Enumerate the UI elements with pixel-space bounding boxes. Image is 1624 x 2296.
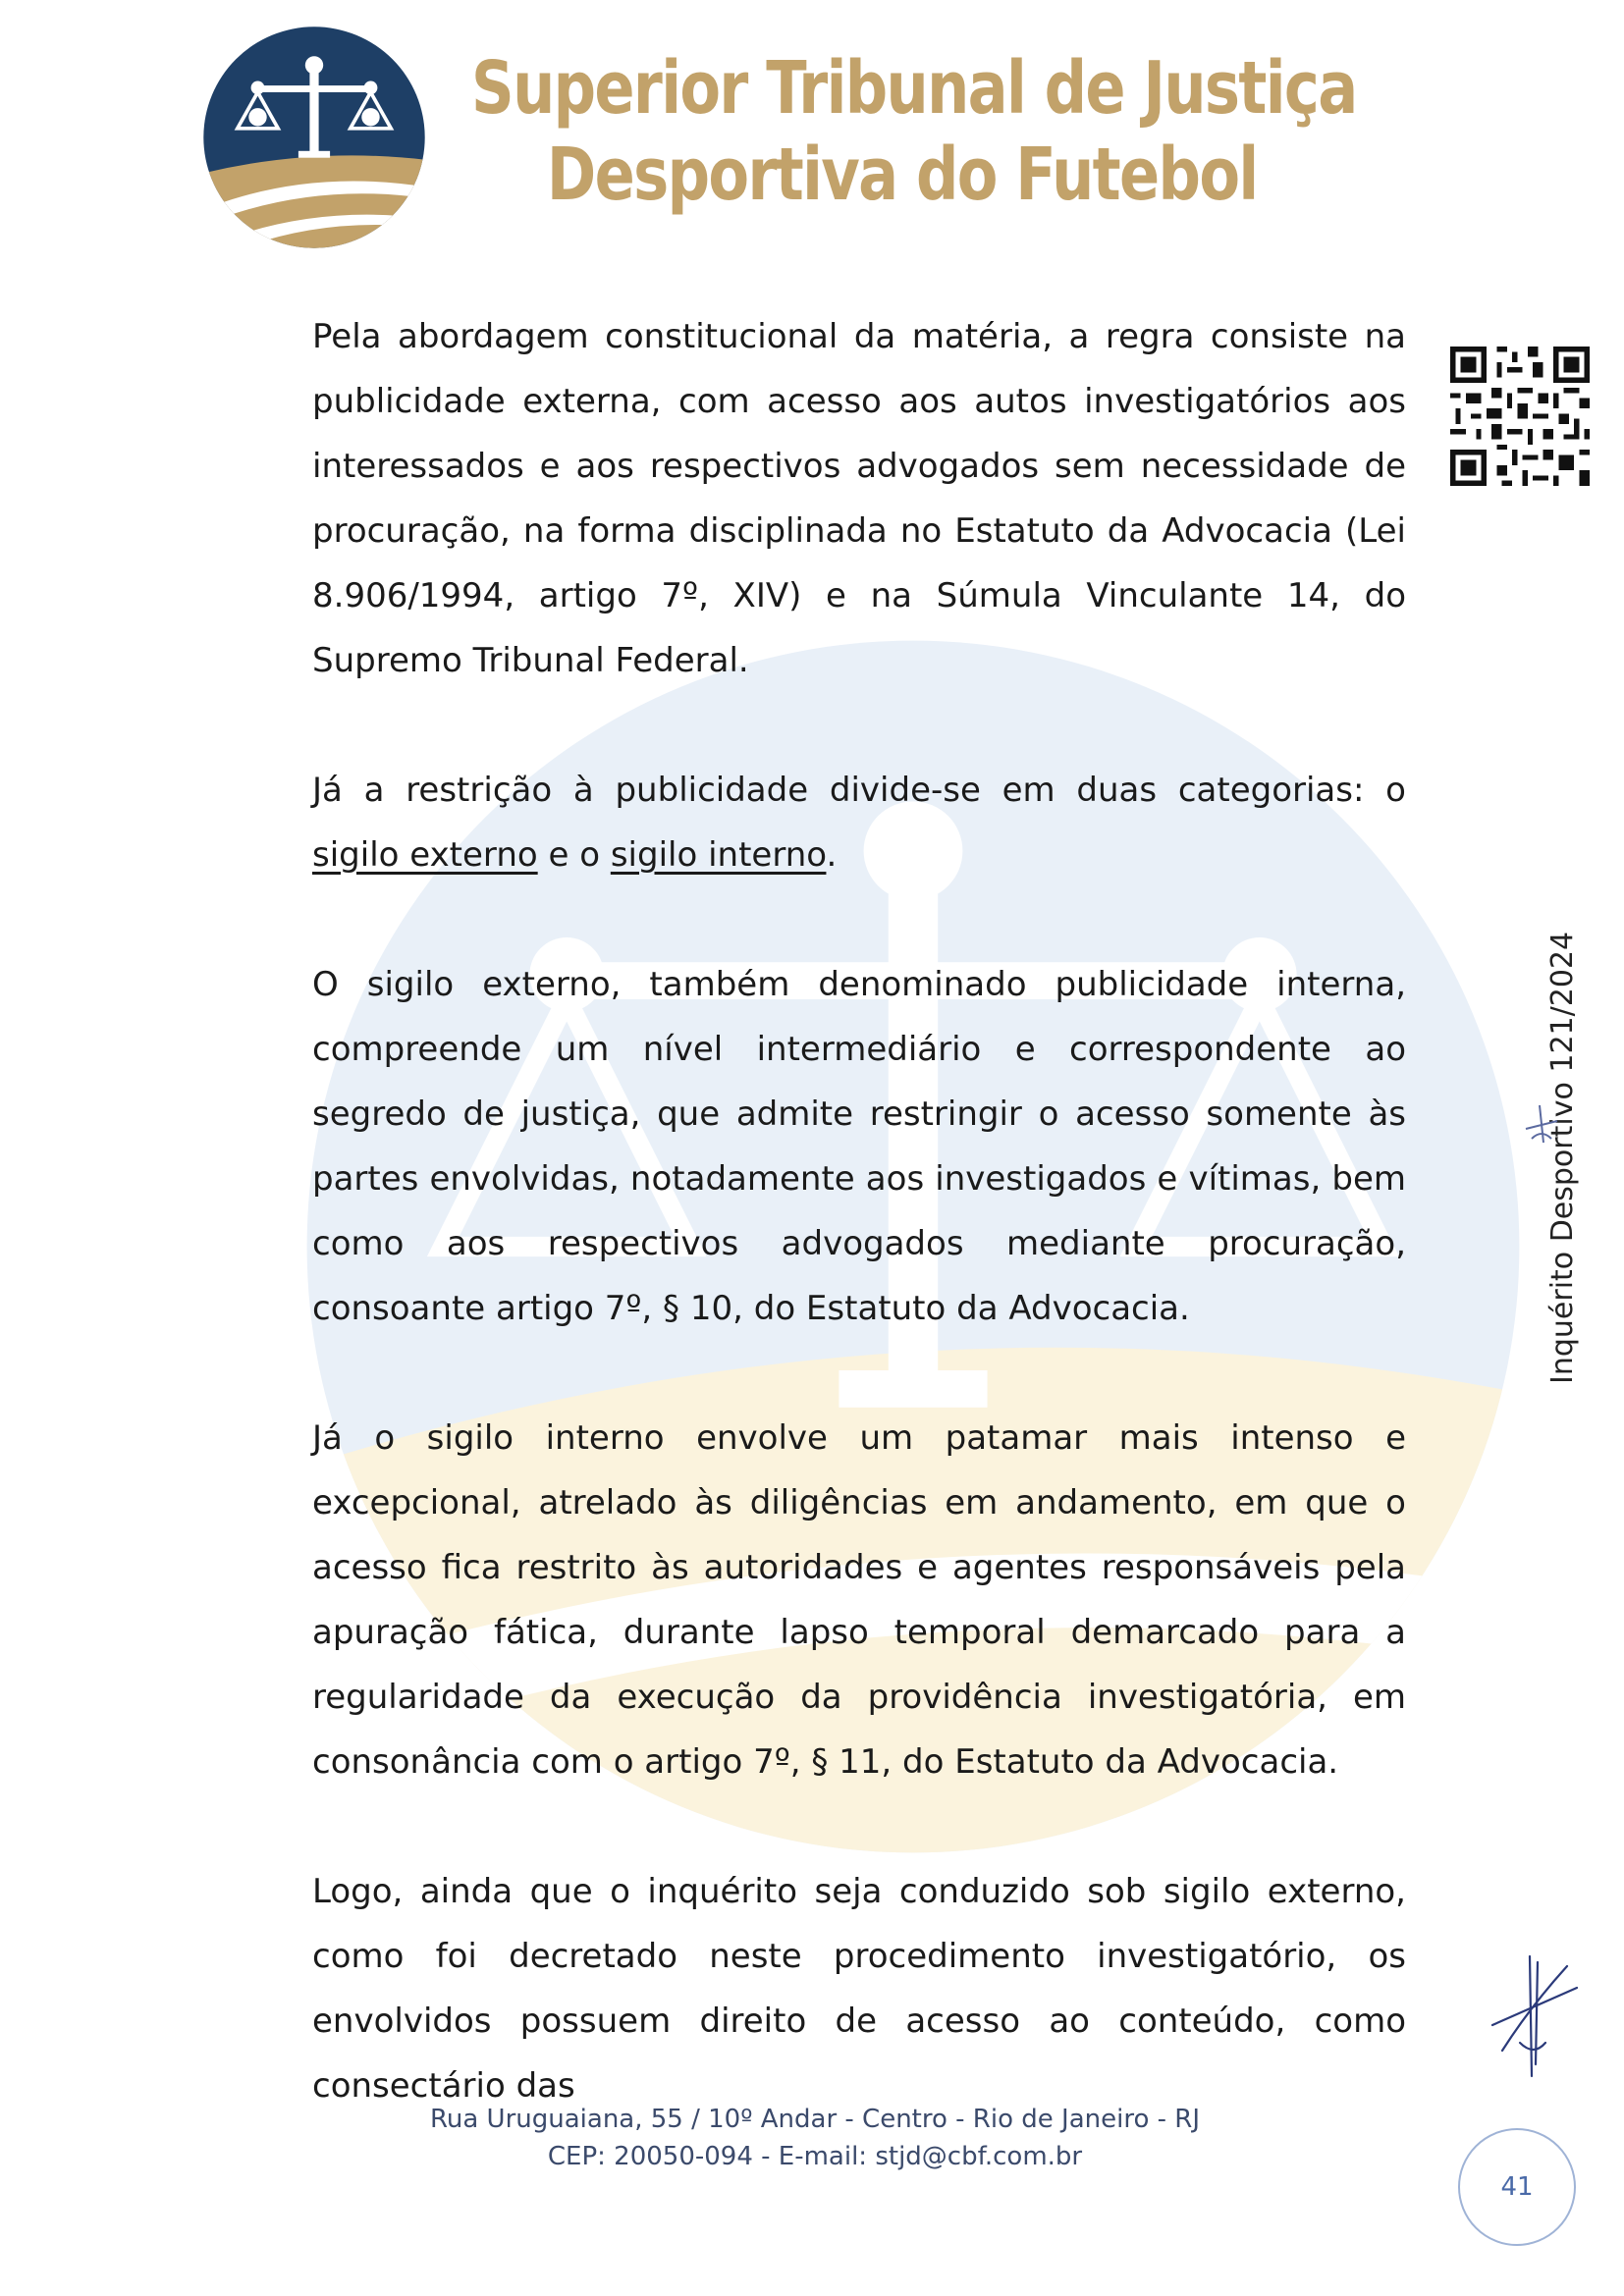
court-name-line1: Superior Tribunal de Justiça <box>471 46 1357 131</box>
scales-of-justice-icon <box>201 25 427 250</box>
underlined-term-sigilo-externo: sigilo externo <box>312 835 538 875</box>
initials-signature-icon <box>1522 1099 1561 1148</box>
footer-address <box>393 2101 1237 2175</box>
court-name <box>471 45 1357 218</box>
underlined-term-sigilo-interno: sigilo interno <box>610 835 827 875</box>
page-number <box>1458 2128 1576 2246</box>
paragraph-5: Logo, ainda que o inquérito seja conduzido sob sigilo externo, como foi decretado neste procedimento investigatório, os envolvidos possuem direito de acesso ao conteúdo, como consectário das <box>312 1872 1406 2106</box>
paragraph-3: O sigilo externo, também denominado publicidade interna, compreende um nível intermediário e correspondente ao segredo de justiça, que admite restringir o acesso somente às partes envolvidas, notadamente aos investigados e vítimas, bem como aos respectivos advogados mediante procuração, consoante artigo 7º, § 10, do Estatuto da Advocacia. <box>312 965 1406 1328</box>
paragraph-2-text-a: Já a restrição à publicidade divide-se em duas categorias: o <box>312 771 1406 810</box>
paragraph-2-text-b: e o <box>537 835 611 875</box>
document-body <box>312 304 1406 2118</box>
paragraph-2-text-c: . <box>826 835 838 875</box>
paragraph-2 <box>312 758 1406 887</box>
paragraph-4: Já o sigilo interno envolve um patamar mais intenso e excepcional, atrelado às diligências em andamento, em que o acesso fica restrito às autoridades e agentes responsáveis pela apuração fática, durante lapso temporal demarcado para a regularidade da execução da providência investigatória, em consonância com o artigo 7º, § 11, do Estatuto da Advocacia. <box>312 1418 1406 1782</box>
footer-address-line2: CEP: 20050-094 - E-mail: stjd@cbf.com.br <box>547 2142 1083 2171</box>
page-number-text: 41 <box>1500 2172 1534 2202</box>
case-number-label: Inquérito Desportivo 121/2024 <box>1545 931 1580 1384</box>
paragraph-1: Pela abordagem constitucional da matéria, a regra consiste na publicidade externa, com acesso aos autos investigatórios aos interessados e aos respectivos advogados sem necessidade de procuração, na forma disciplinada no Estatuto da Advocacia (Lei 8.906/1994, artigo 7º, XIV) e na Súmula Vinculante 14, do Supremo Tribunal Federal. <box>312 317 1406 680</box>
qr-code-icon[interactable] <box>1445 342 1595 491</box>
court-name-line2: Desportiva do Futebol <box>546 133 1258 217</box>
handwritten-signature-icon <box>1490 1949 1579 2086</box>
footer-address-line1: Rua Uruguaiana, 55 / 10º Andar - Centro - Rio de Janeiro - RJ <box>429 2105 1200 2134</box>
